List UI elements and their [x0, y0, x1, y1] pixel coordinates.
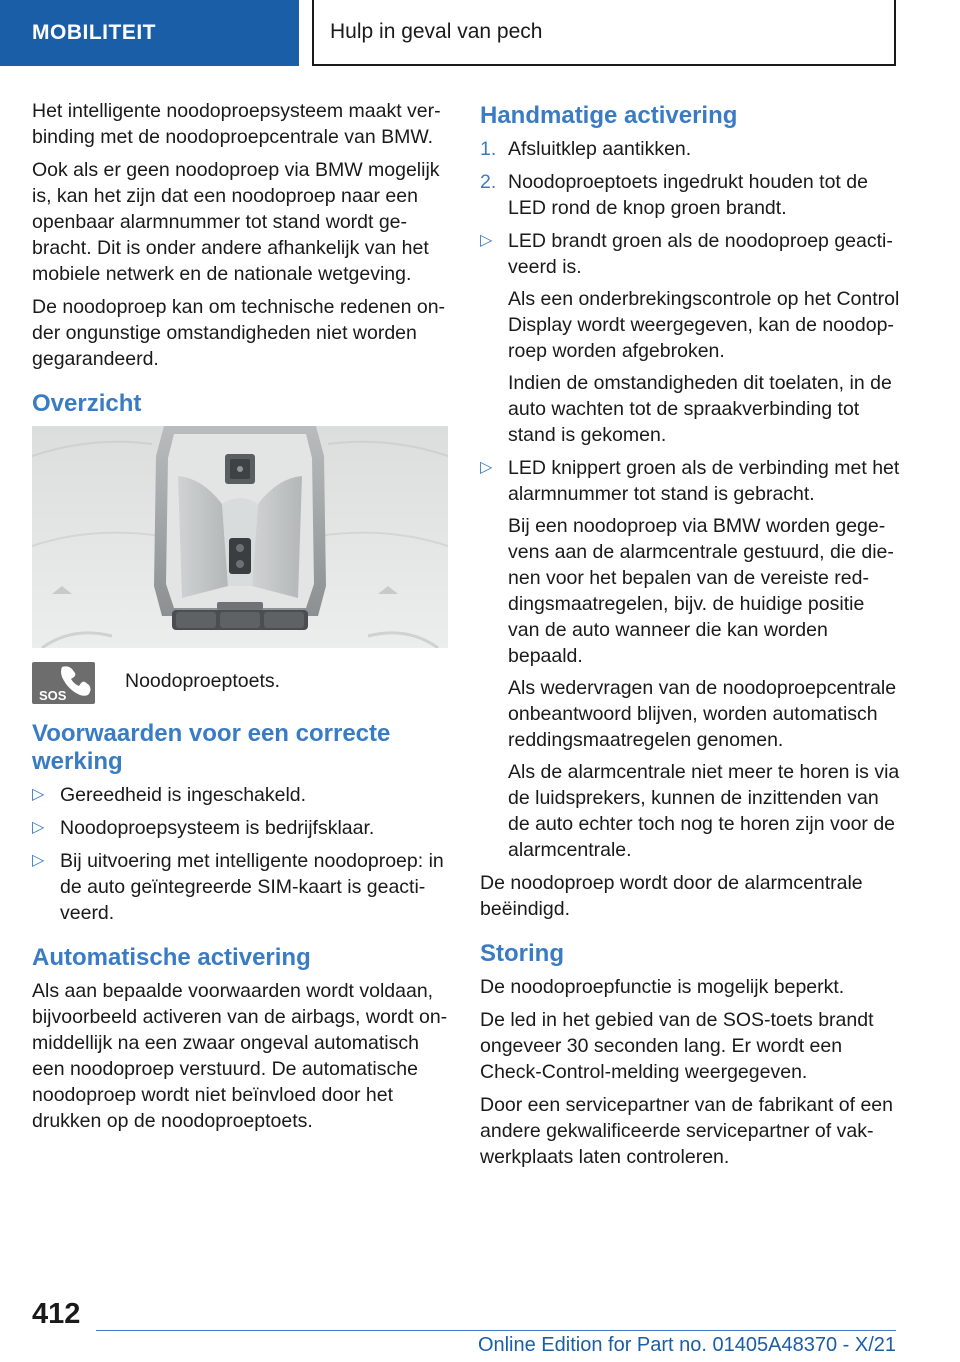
- intro-paragraph: De noodoproep kan om technische redenen onder ongunstige omstandigheden niet worden gegarandeerd.: [32, 296, 446, 370]
- edition-note: Online Edition for Part no. 01405A48370 - X/21: [477, 1334, 896, 1356]
- auto-activation-heading: Automatische activering: [32, 944, 311, 971]
- overhead-console-illustration: [32, 426, 448, 648]
- fault-text: De led in het gebied van de SOS-toets brandt ongeveer 30 seconden lang. Er wordt een Check-Control-melding weergegeven.: [480, 1009, 874, 1083]
- list-item: 1. Afsluitklep aantikken.: [480, 138, 692, 160]
- overhead-console-photo: [32, 426, 448, 648]
- triangle-bullet-icon: ▷: [480, 232, 493, 249]
- triangle-bullet-icon: ▷: [32, 786, 45, 803]
- left-column: [32, 98, 448, 1141]
- overview-heading: Overzicht: [32, 390, 142, 417]
- conditions-heading: Voorwaarden voor een correcte werking: [32, 720, 391, 775]
- result-detail: Als een onderbrekingscontrole op het Control Display wordt weergegeven, kan de noodoproep worden afgebroken.: [508, 288, 900, 362]
- chapter-title: Hulp in geval van pech: [312, 0, 896, 66]
- result-detail: Indien de omstandigheden dit toelaten, in de auto wachten tot de spraakverbinding tot stand is gekomen.: [508, 372, 892, 446]
- intro-paragraph: Het intelligente noodoproepsysteem maakt verbinding met de noodoproepcentrale van BMW.: [32, 100, 441, 148]
- manual-activation-heading: Handmatige activering: [480, 102, 738, 129]
- list-item: ▷ LED brandt groen als de noodoproep geactiveerd is. Als een onderbrekingscontrole op het Control Display wordt weergegeven, kan de noodoproep worden afgebroken. Indien de omstandigheden dit toelaten, in de auto wachten tot de spraakverbinding tot stand is gekomen.: [480, 230, 900, 446]
- result-detail: Als wedervragen van de noodoproepcentrale onbeantwoord blijven, worden automatisch reddingsmaatregelen genomen.: [508, 677, 897, 751]
- fault-text: Door een servicepartner van de fabrikant of een andere gekwalificeerde servicepartner of vakwerkplaats laten controleren.: [480, 1094, 893, 1168]
- list-item: 2. Noodoproeptoets ingedrukt houden tot de LED rond de knop groen brandt.: [480, 171, 868, 219]
- fault-heading: Storing: [480, 940, 564, 967]
- steps-list: [480, 136, 900, 221]
- auto-activation-text: Als aan bepaalde voorwaarden wordt voldaan, bijvoorbeeld activeren van de airbags, wordt onmiddellijk na een zwaar ongeval automatisch een noodoproep verstuurd. De automatische noodoproep wordt niet beïnvloed door het drukken op de noodoproeptoets.: [32, 980, 448, 1132]
- svg-text:SOS: SOS: [39, 688, 67, 703]
- intro-paragraph: Ook als er geen noodoproep via BMW mogelijk is, kan het zijn dat een noodoproep naar een openbaar alarmnummer tot stand wordt gebracht. Dit is onder andere afhankelijk van het mobiele netwerk en de nationale wetgeving.: [32, 159, 440, 285]
- conditions-list: [32, 782, 448, 926]
- list-item: ▷ LED knippert groen als de verbinding met het alarmnummer tot stand is gebracht. Bij een noodoproep via BMW worden gegevens aan de alarmcentrale gestuurd, die dienen voor het bepalen van de vereiste reddingsmaatregelen, bijv. de huidige positie van de auto wanneer die kan worden bepaald. Als wedervragen van de noodoproepcentrale onbeantwoord blijven, worden automatisch reddingsmaatregelen genomen. Als de alarmcentrale niet meer te horen is via de luidsprekers, kunnen de inzittenden van de auto echter toch nog te horen zijn voor de alarmcentrale.: [480, 457, 900, 861]
- result-detail: Als de alarmcentrale niet meer te horen is via de luidsprekers, kunnen de inzittenden van de auto echter toch nog te horen zijn voor de alarmcentrale.: [508, 761, 900, 861]
- triangle-bullet-icon: ▷: [32, 852, 45, 869]
- results-list: [480, 228, 900, 863]
- triangle-bullet-icon: ▷: [32, 819, 45, 836]
- sos-phone-icon: [32, 662, 95, 704]
- triangle-bullet-icon: ▷: [480, 459, 493, 476]
- list-item: ▷ Bij uitvoering met intelligente noodoproep: in de auto geïntegreerde SIM-kaart is geactiveerd.: [32, 850, 444, 924]
- manual-end-text: De noodoproep wordt door de alarmcentrale beëindigd.: [480, 872, 863, 920]
- page-number: 412: [32, 1298, 81, 1330]
- fault-text: De noodoproepfunctie is mogelijk beperkt.: [480, 976, 845, 998]
- list-item: ▷ Noodoproepsysteem is bedrijfsklaar.: [32, 817, 375, 839]
- sos-key-legend: [32, 662, 448, 704]
- sos-key-caption: Noodoproeptoets.: [125, 670, 281, 692]
- right-column: [480, 98, 900, 1177]
- list-item: ▷ Gereedheid is ingeschakeld.: [32, 784, 307, 806]
- result-detail: Bij een noodoproep via BMW worden gegevens aan de alarmcentrale gestuurd, die dienen voor het bepalen van de vereiste reddingsmaatregelen, bijv. de huidige positie van de auto wanneer die kan worden bepaald.: [508, 515, 894, 667]
- footer-divider: [96, 1330, 896, 1331]
- section-tab: MOBILITEIT: [0, 0, 299, 66]
